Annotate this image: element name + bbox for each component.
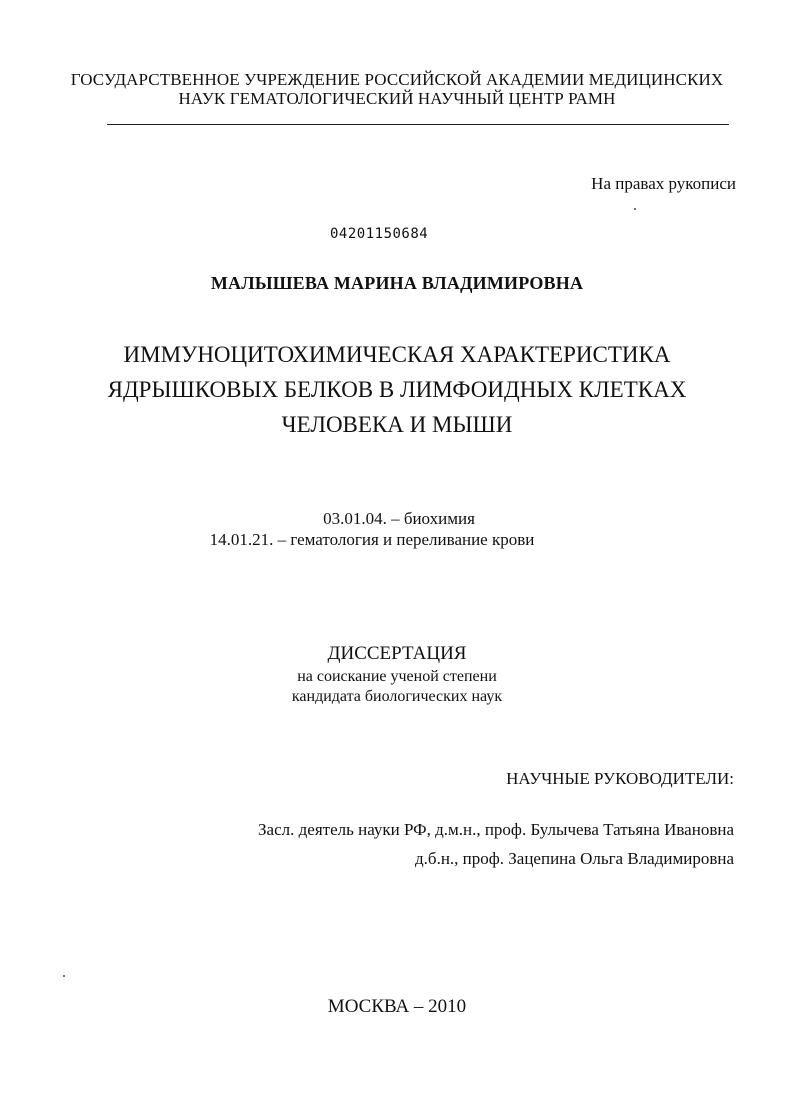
dissertation-heading: ДИССЕРТАЦИЯ [327, 643, 467, 664]
scan-speck [63, 975, 65, 977]
specialty-biochemistry: 03.01.04. – биохимия [323, 509, 475, 528]
scan-speck [634, 208, 636, 210]
title-line-3: ЧЕЛОВЕКА И МЫШИ [281, 412, 513, 437]
dissertation-title [0, 337, 794, 442]
document-number: 04201150684 [330, 226, 429, 242]
supervisors-heading: НАУЧНЫЕ РУКОВОДИТЕЛИ: [506, 769, 734, 788]
title-line-2: ЯДРЫШКОВЫХ БЕЛКОВ В ЛИМФОИДНЫХ КЛЕТКАХ [107, 377, 687, 402]
institution-line-1: ГОСУДАРСТВЕННОЕ УЧРЕЖДЕНИЕ РОССИЙСКОЙ АКАДЕМИИ МЕДИЦИНСКИХ [70, 70, 724, 89]
header-divider [107, 124, 729, 125]
supervisor-1: Засл. деятель науки РФ, д.м.н., проф. Булычева Татьяна Ивановна [258, 820, 734, 839]
author-name: МАЛЫШЕВА МАРИНА ВЛАДИМИРОВНА [210, 273, 584, 293]
degree-description [0, 667, 794, 707]
specialty-hematology: 14.01.21. – гематология и переливание крови [209, 530, 535, 549]
degree-line-1: на соискание ученой степени [297, 668, 497, 685]
supervisor-2: д.б.н., проф. Зацепина Ольга Владимировна [415, 849, 734, 868]
city-year: МОСКВА – 2010 [327, 996, 467, 1017]
institution-header [0, 70, 794, 108]
specialty-codes [0, 508, 794, 550]
manuscript-rights-note: На правах рукописи [591, 174, 736, 193]
institution-line-2: НАУК ГЕМАТОЛОГИЧЕСКИЙ НАУЧНЫЙ ЦЕНТР РАМН [178, 89, 616, 108]
title-line-1: ИММУНОЦИТОХИМИЧЕСКАЯ ХАРАКТЕРИСТИКА [123, 342, 671, 367]
degree-line-2: кандидата биологических наук [291, 688, 503, 705]
